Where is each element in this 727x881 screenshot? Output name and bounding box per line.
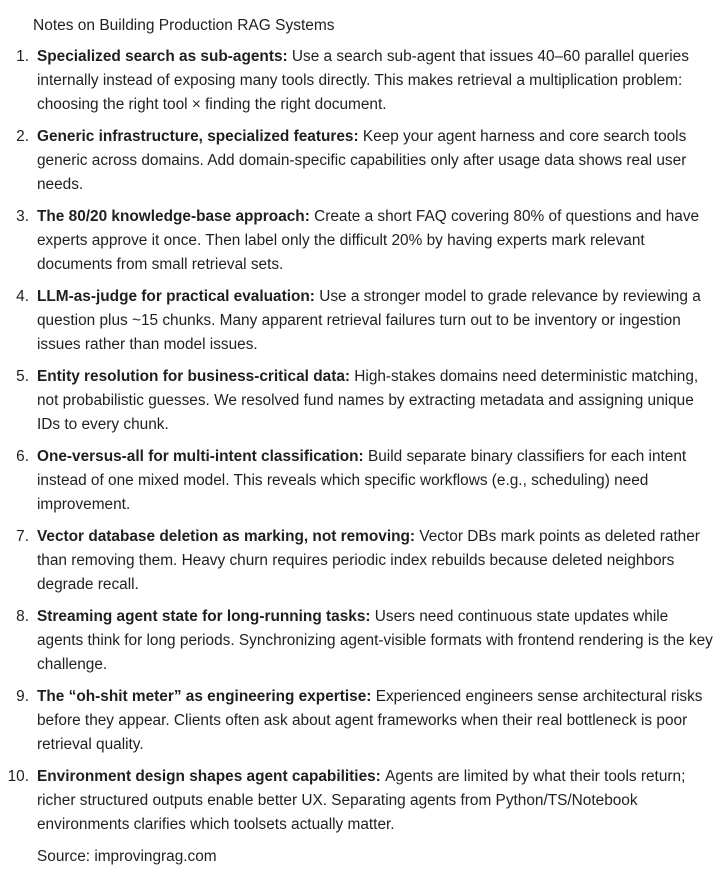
item-body: Use a search sub-agent that issues 40–60 parallel queries internally instead of exposing many tools directly. This makes retrieval a multiplication problem: choosing the right tool × finding the right document. xyxy=(37,48,689,113)
item-heading: The “oh-shit meter” as engineering expertise: xyxy=(37,688,376,705)
list-item xyxy=(0,685,715,757)
list-item xyxy=(0,445,715,517)
document-title: Notes on Building Production RAG Systems xyxy=(33,17,335,34)
item-body: Build separate binary classifiers for each intent instead of one mixed model. This reveals which specific workflows (e.g., scheduling) need improvement. xyxy=(37,448,687,513)
list-item xyxy=(0,525,715,597)
item-heading: Vector database deletion as marking, not removing: xyxy=(37,528,420,545)
item-heading: Environment design shapes agent capabilities: xyxy=(37,768,386,785)
source-citation: Source: improvingrag.com xyxy=(37,848,217,865)
item-heading: Specialized search as sub-agents: xyxy=(37,48,292,65)
item-number: 2. xyxy=(16,128,29,145)
item-number: 6. xyxy=(16,448,29,465)
item-number: 1. xyxy=(16,48,29,65)
item-number: 5. xyxy=(16,368,29,385)
item-heading: The 80/20 knowledge-base approach: xyxy=(37,208,315,225)
item-body: High-stakes domains need deterministic matching, not probabilistic guesses. We resolved fund names by extracting metadata and assigning unique IDs to every chunk. xyxy=(37,368,699,433)
item-body: Create a short FAQ covering 80% of questions and have experts approve it once. Then label only the difficult 20% by having experts mark relevant documents from small retrieval sets. xyxy=(37,208,700,273)
list-item xyxy=(0,125,715,197)
item-heading: One-versus-all for multi-intent classification: xyxy=(37,448,368,465)
item-body: Vector DBs mark points as deleted rather than removing them. Heavy churn requires periodic index rebuilds because deleted neighbors degrade recall. xyxy=(37,528,700,593)
item-body: Use a stronger model to grade relevance by reviewing a question plus ~15 chunks. Many apparent retrieval failures turn out to be inventory or ingestion issues rather than model issues. xyxy=(37,288,701,353)
list-item xyxy=(0,765,715,837)
list-item xyxy=(0,285,715,357)
item-heading: Generic infrastructure, specialized features: xyxy=(37,128,363,145)
item-body: Experienced engineers sense architectural risks before they appear. Clients often ask about agent frameworks when their real bottleneck is poor retrieval quality. xyxy=(37,688,703,753)
list-item xyxy=(0,205,715,277)
notes-list xyxy=(0,45,715,837)
item-body: Agents are limited by what their tools return; richer structured outputs enable better UX. Separating agents from Python/TS/Notebook environments clarifies which toolsets actually matter. xyxy=(37,768,686,833)
item-body: Users need continuous state updates while agents think for long periods. Synchronizing agent-visible formats with frontend rendering is the key challenge. xyxy=(37,608,713,673)
item-number: 9. xyxy=(16,688,29,705)
list-item xyxy=(0,605,715,677)
item-body: Keep your agent harness and core search tools generic across domains. Add domain-specific capabilities only after usage data shows real user needs. xyxy=(37,128,687,193)
list-item xyxy=(0,365,715,437)
item-heading: Streaming agent state for long-running tasks: xyxy=(37,608,375,625)
item-number: 4. xyxy=(16,288,29,305)
list-item xyxy=(0,45,715,117)
item-heading: LLM-as-judge for practical evaluation: xyxy=(37,288,320,305)
item-number: 10. xyxy=(7,768,29,785)
item-number: 3. xyxy=(16,208,29,225)
item-number: 7. xyxy=(16,528,29,545)
item-heading: Entity resolution for business-critical data: xyxy=(37,368,355,385)
item-number: 8. xyxy=(16,608,29,625)
